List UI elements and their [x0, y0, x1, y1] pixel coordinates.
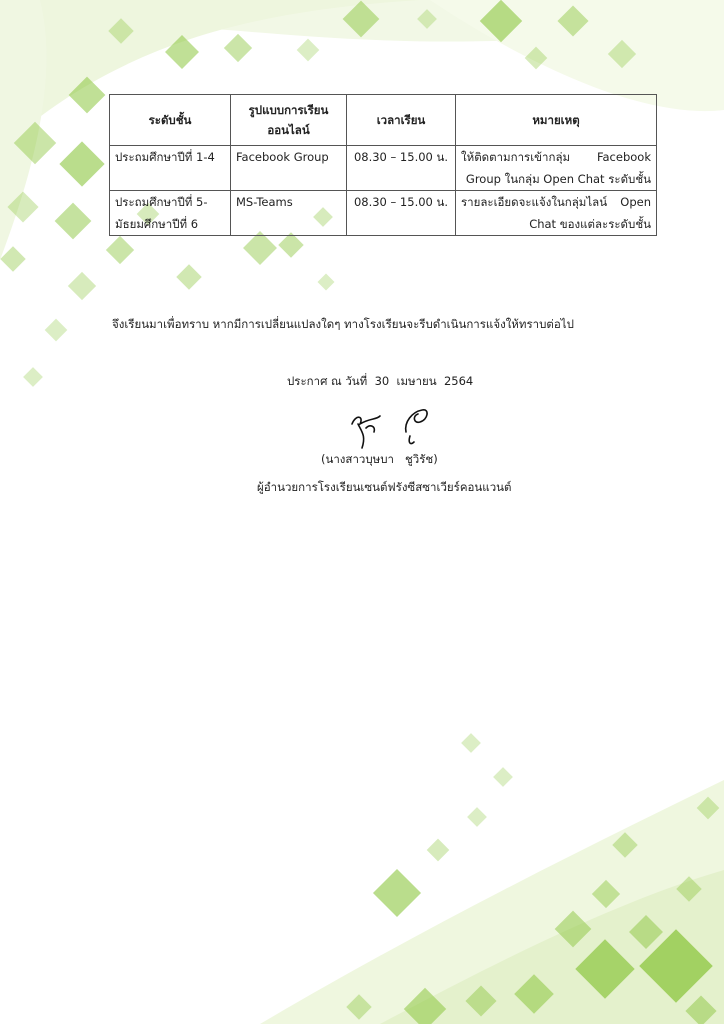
signer-title: ผู้อำนวยการโรงเรียนเซนต์ฟรังซีสซาเวียร์คอนแวนต์ [257, 480, 512, 494]
header-format: รูปแบบการเรียน ออนไลน์ [231, 95, 347, 146]
closing-paragraph: จึงเรียนมาเพื่อทราบ หากมีการเปลี่ยนแปลงใดๆ ทางโรงเรียนจะรีบดำเนินการแจ้งให้ทราบต่อไป [112, 317, 574, 331]
cell-level: ประถมศึกษาปีที่ 5-มัธยมศึกษาปีที่ 6 [110, 191, 231, 236]
cell-note: รายละเอียดจะแจ้งในกลุ่มไลน์ Open Chat ของแต่ละระดับชั้น [456, 191, 657, 236]
header-note: หมายเหตุ [456, 95, 657, 146]
cell-note: ให้ติดตามการเข้ากลุ่ม Facebook Group ในกลุ่ม Open Chat ระดับชั้น [456, 146, 657, 191]
cell-time: 08.30 – 15.00 น. [347, 146, 456, 191]
online-schedule-table [109, 94, 657, 236]
cell-format: MS-Teams [231, 191, 347, 236]
table-header-row [110, 95, 657, 146]
table-row [110, 146, 657, 191]
header-level: ระดับชั้น [110, 95, 231, 146]
cell-format: Facebook Group [231, 146, 347, 191]
signer-name: (นางสาวบุษบา ชูวิรัช) [321, 452, 438, 466]
header-time: เวลาเรียน [347, 95, 456, 146]
cell-time: 08.30 – 15.00 น. [347, 191, 456, 236]
announcement-date: ประกาศ ณ วันที่ 30 เมษายน 2564 [287, 374, 474, 388]
handwritten-signature [340, 402, 450, 452]
cell-level: ประถมศึกษาปีที่ 1-4 [110, 146, 231, 191]
table-row [110, 191, 657, 236]
